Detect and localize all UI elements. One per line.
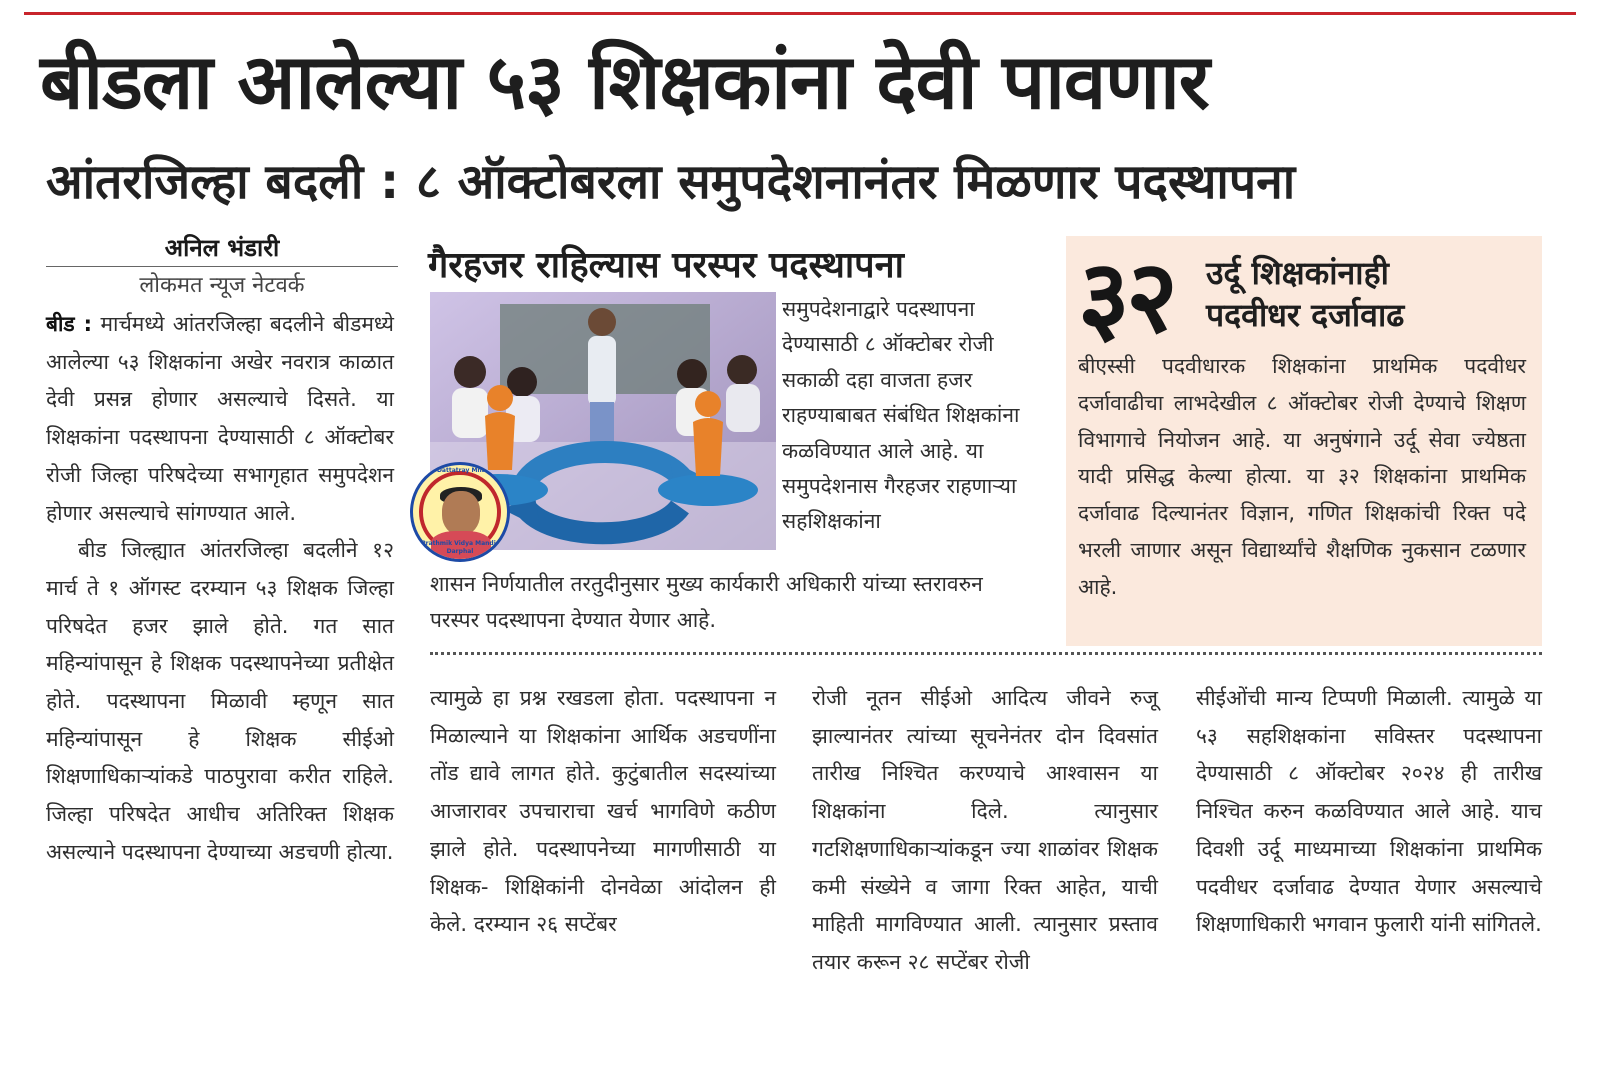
- section-full-text: शासन निर्णयातील तरतुदीनुसार मुख्य कार्यकारी अधिकारी यांच्या स्तरावरुन परस्पर पदस्थापना देण्यात येणार आहे.: [430, 572, 983, 632]
- box-title: [1206, 252, 1536, 336]
- watermark-bottom-text: Prathmik Vidya Mandir Darphal: [421, 540, 499, 555]
- article-column-1: [46, 306, 394, 872]
- column1-para1-text: मार्चमध्ये आंतरजिल्हा बदलीने बीडमध्ये आलेल्या ५३ शिक्षकांना अखेर नवरात्र काळात देवी प्रसन्न होणार असल्याचे दिसते. या शिक्षकांना पदस्थापना देण्यासाठी ८ ऑक्टोबर रोजी जिल्हा परिषदेच्या सभागृहात समुपदेशन होणार असल्याचे सांगण्यात आले.: [46, 312, 394, 525]
- article-column-2: त्यामुळे हा प्रश्न रखडला होता. पदस्थापना न मिळाल्याने या शिक्षकांना आर्थिक अडचणींना तोंड द्यावे लागत होते. कुटुंबातील सदस्यांच्या आजारावर उपचाराचा खर्च भागविणे कठीण झाले होते. पदस्थापनेच्या मागणीसाठी या शिक्षक- शिक्षिकांनी दोनवेळा आंदोलन ही केले. दरम्यान २६ सप्टेंबर: [430, 686, 776, 937]
- article-column-4: सीईओंची मान्य टिप्पणी मिळाली. त्यामुळे या ५३ सहशिक्षकांना सविस्तर पदस्थापना देण्यासाठी ८ ऑक्टोबर २०२४ ही तारीख निश्चित करुन कळविण्यात आले आहे. याच दिवशी उर्दू माध्यमाच्या शिक्षकांना प्राथमिक पदवीधर दर्जावाढ देण्यात येणार असल्याचे शिक्षणाधिकारी भगवान फुलारी यांनी सांगितले.: [1196, 686, 1542, 937]
- box-body-text: बीएस्सी पदवीधारक शिक्षकांना प्राथमिक पदवीधर दर्जावाढीचा लाभदेखील ८ ऑक्टोबर रोजी देण्याचे शिक्षण विभागाचे नियोजन आहे. या अनुषंगाने उर्दू सेवा ज्येष्ठता यादी प्रसिद्ध केल्या होत्या. या ३२ शिक्षकांना प्राथमिक दर्जावाढ दिल्यानंतर विज्ञान, गणित शिक्षकांची रिक्त पदे भरली जाणार असून विद्यार्थ्यांचे शैक्षणिक नुकसान टळणार आहे.: [1078, 354, 1526, 599]
- box-title-line2: पदवीधर दर्जावाढ: [1206, 296, 1405, 334]
- article-column-3: रोजी नूतन सीईओ आदित्य जीवने रुजू झाल्यानंतर त्यांच्या सूचनेनंतर दोन दिवसांत तारीख निश्चित करण्याचे आश्वासन या शिक्षकांना दिले. त्यानुसार गटशिक्षणाधिकाऱ्यांकडून ज्या शाळांवर शिक्षक कमी संख्येने व जागा रिक्त आहेत, याची माहिती मागविण्यात आली. त्यानुसार प्रस्ताव तयार करून २८ सप्टेंबर रोजी: [812, 686, 1158, 974]
- section-side-text: समुपदेशनाद्वारे पदस्थापना देण्यासाठी ८ ऑक्टोबर रोजी सकाळी दहा वाजता हजर राहण्याबाबत संबंधित शिक्षकांना कळविण्यात आले आहे. या समुपदेशनास गैरहजर राहणाऱ्या सहशिक्षकांना: [782, 297, 1020, 534]
- subheadline: आंतरजिल्हा बदली : ८ ऑक्टोबरला समुपदेशनानंतर मिळणार पदस्थापना: [46, 154, 1296, 210]
- headline: बीडला आलेल्या ५३ शिक्षकांना देवी पावणार: [40, 37, 1209, 126]
- author-byline: अनिल भंडारी: [164, 234, 280, 262]
- news-network: लोकमत न्यूज नेटवर्क: [139, 273, 305, 298]
- column1-para1: [46, 306, 394, 532]
- dotted-divider: [430, 652, 1542, 655]
- box-body: [1078, 348, 1526, 606]
- top-rule: [24, 12, 1576, 15]
- box-big-number: ३२: [1078, 238, 1174, 355]
- watermark-seal: [410, 462, 510, 562]
- dateline: बीड :: [46, 312, 93, 336]
- watermark-top-text: Rahul Dattatray Mhamane: [415, 467, 505, 474]
- box-title-line1: उर्दू शिक्षकांनाही: [1206, 254, 1389, 292]
- section-title: गैरहजर राहिल्यास परस्पर पदस्थापना: [428, 245, 904, 286]
- column1-para2: बीड जिल्ह्यात आंतरजिल्हा बदलीने १२ मार्च ते १ ऑगस्ट दरम्यान ५३ शिक्षक जिल्हा परिषदेत हजर झाले होते. गत सात महिन्यांपासून हे शिक्षक पदस्थापनेच्या प्रतीक्षेत होते. पदस्थापना मिळावी म्हणून सात महिन्यांपासून हे शिक्षक सीईओ शिक्षणाधिकाऱ्यांकडे पाठपुरावा करीत राहिले. जिल्हा परिषदेत आधीच अतिरिक्त शिक्षक असल्याने पदस्थापना देण्याच्या अडचणी होत्या.: [46, 538, 394, 864]
- byline-divider: [46, 266, 398, 267]
- portrait-photo: [442, 491, 480, 535]
